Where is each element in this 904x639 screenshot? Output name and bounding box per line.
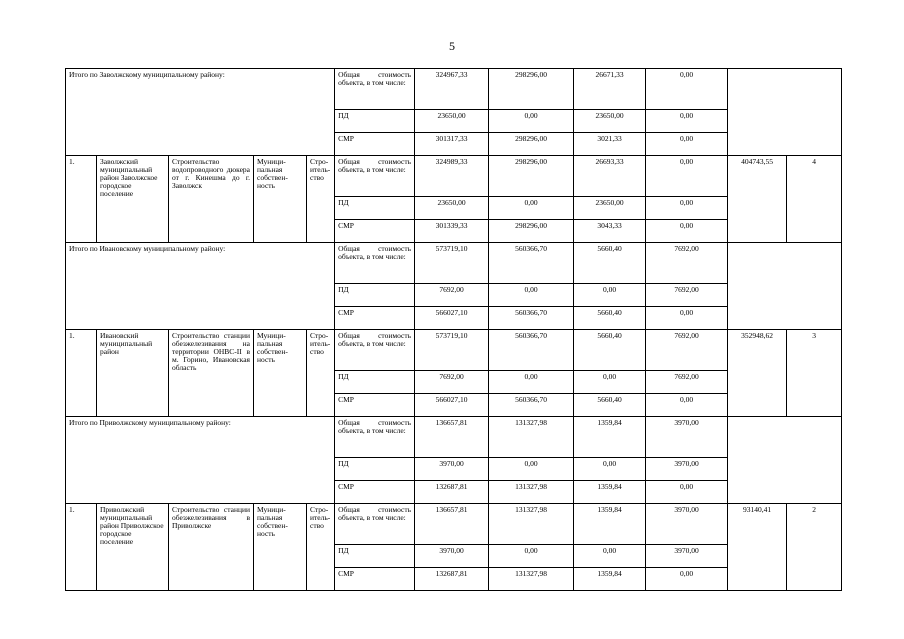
col-value-3: 1359,84	[574, 568, 646, 591]
total-value: 132687,81	[415, 481, 489, 504]
col-value-3: 1359,84	[574, 481, 646, 504]
item-row-total-cost	[66, 504, 842, 545]
total-value: 324967,33	[415, 69, 489, 110]
cost-type-label: ПД	[335, 458, 415, 481]
col-value-4: 7692,00	[646, 330, 728, 371]
total-value: 301317,33	[415, 133, 489, 156]
cost-type-label: Общая стоимость объекта, в том числе:	[335, 69, 415, 110]
item-number: 1.	[66, 330, 97, 417]
budget-table	[65, 68, 842, 591]
col-value-4: 7692,00	[646, 371, 728, 394]
district-name: Ивановский муниципальный район	[97, 330, 169, 417]
item-row-total-cost	[66, 156, 842, 197]
cost-type-label: Общая стоимость объекта, в том числе:	[335, 330, 415, 371]
col-value-3: 0,00	[574, 284, 646, 307]
work-type: Стро-итель-ство	[307, 330, 335, 417]
col-value-2: 131327,98	[489, 417, 574, 458]
empty-cell	[728, 69, 842, 156]
col-value-3: 26693,33	[574, 156, 646, 197]
cost-type-label: Общая стоимость объекта, в том числе:	[335, 156, 415, 197]
district-total-label: Итого по Заволжскому муниципальному району:	[66, 69, 335, 156]
work-type: Стро-итель-ство	[307, 504, 335, 591]
col-value-3: 5660,40	[574, 307, 646, 330]
item-number: 1.	[66, 156, 97, 243]
total-row-total-cost	[66, 69, 842, 110]
cost-type-label: СМР	[335, 568, 415, 591]
col-value-4: 0,00	[646, 307, 728, 330]
total-value: 132687,81	[415, 568, 489, 591]
col-value-4: 0,00	[646, 110, 728, 133]
col-value-4: 3970,00	[646, 545, 728, 568]
col-value-4: 0,00	[646, 197, 728, 220]
col-value-4: 7692,00	[646, 284, 728, 307]
col-value-2: 560366,70	[489, 307, 574, 330]
col-value-3: 5660,40	[574, 330, 646, 371]
col-value-3: 0,00	[574, 458, 646, 481]
cost-type-label: СМР	[335, 133, 415, 156]
cost-type-label: ПД	[335, 284, 415, 307]
col-value-4: 3970,00	[646, 504, 728, 545]
col-value-2: 0,00	[489, 458, 574, 481]
total-value: 23650,00	[415, 197, 489, 220]
col-value-2: 0,00	[489, 197, 574, 220]
col-value-2: 298296,00	[489, 69, 574, 110]
col-value-2: 298296,00	[489, 220, 574, 243]
col-value-3: 5660,40	[574, 394, 646, 417]
col-value-4: 7692,00	[646, 243, 728, 284]
extra-value: 93140,41	[728, 504, 787, 591]
district-name: Приволжский муниципальный район Приволжское городское поселение	[97, 504, 169, 591]
extra-value: 404743,55	[728, 156, 787, 243]
district-total-label: Итого по Ивановскому муниципальному району:	[66, 243, 335, 330]
total-value: 573719,10	[415, 330, 489, 371]
total-value: 136657,81	[415, 417, 489, 458]
col-value-3: 23650,00	[574, 110, 646, 133]
total-value: 23650,00	[415, 110, 489, 133]
col-value-3: 5660,40	[574, 243, 646, 284]
col-value-2: 298296,00	[489, 156, 574, 197]
col-value-3: 0,00	[574, 545, 646, 568]
cost-type-label: Общая стоимость объекта, в том числе:	[335, 417, 415, 458]
empty-cell	[728, 417, 842, 504]
cost-type-label: СМР	[335, 220, 415, 243]
col-value-4: 0,00	[646, 481, 728, 504]
col-value-2: 0,00	[489, 371, 574, 394]
object-name: Строительство станции обезжелезивания в Приволжске	[169, 504, 254, 591]
col-value-4: 0,00	[646, 156, 728, 197]
col-value-4: 0,00	[646, 133, 728, 156]
total-row-total-cost	[66, 417, 842, 458]
col-value-3: 3043,33	[574, 220, 646, 243]
col-value-2: 0,00	[489, 545, 574, 568]
total-value: 324989,33	[415, 156, 489, 197]
object-name: Строительство станции обезжелезивания на территории ОНВС-II в м. Горино, Ивановская область	[169, 330, 254, 417]
col-value-2: 131327,98	[489, 504, 574, 545]
col-value-2: 298296,00	[489, 133, 574, 156]
total-value: 566027,10	[415, 307, 489, 330]
object-name: Строительство водопроводного дюкера от г. Кинешма до г. Заволжск	[169, 156, 254, 243]
total-value: 3970,00	[415, 458, 489, 481]
col-value-2: 131327,98	[489, 481, 574, 504]
rank: 2	[787, 504, 842, 591]
district-name: Заволжский муниципальный район Заволжское городское поселение	[97, 156, 169, 243]
empty-cell	[728, 243, 842, 330]
cost-type-label: ПД	[335, 110, 415, 133]
extra-value: 352948,62	[728, 330, 787, 417]
cost-type-label: СМР	[335, 307, 415, 330]
total-value: 7692,00	[415, 284, 489, 307]
cost-type-label: ПД	[335, 371, 415, 394]
work-type: Стро-итель-ство	[307, 156, 335, 243]
col-value-3: 3021,33	[574, 133, 646, 156]
total-value: 3970,00	[415, 545, 489, 568]
district-total-label: Итого по Приволжскому муниципальному району:	[66, 417, 335, 504]
total-value: 573719,10	[415, 243, 489, 284]
ownership: Муници-пальная собствен-ность	[254, 156, 307, 243]
col-value-2: 560366,70	[489, 243, 574, 284]
page-number: 5	[449, 39, 455, 53]
cost-type-label: ПД	[335, 197, 415, 220]
total-value: 136657,81	[415, 504, 489, 545]
item-number: 1.	[66, 504, 97, 591]
col-value-4: 0,00	[646, 568, 728, 591]
col-value-3: 26671,33	[574, 69, 646, 110]
col-value-4: 0,00	[646, 220, 728, 243]
cost-type-label: СМР	[335, 481, 415, 504]
col-value-2: 131327,98	[489, 568, 574, 591]
rank: 3	[787, 330, 842, 417]
col-value-2: 0,00	[489, 110, 574, 133]
total-value: 7692,00	[415, 371, 489, 394]
item-row-total-cost	[66, 330, 842, 371]
cost-type-label: Общая стоимость объекта, в том числе:	[335, 504, 415, 545]
col-value-2: 560366,70	[489, 330, 574, 371]
col-value-3: 1359,84	[574, 504, 646, 545]
total-row-total-cost	[66, 243, 842, 284]
col-value-2: 0,00	[489, 284, 574, 307]
col-value-4: 0,00	[646, 69, 728, 110]
cost-type-label: Общая стоимость объекта, в том числе:	[335, 243, 415, 284]
cost-type-label: ПД	[335, 545, 415, 568]
col-value-4: 3970,00	[646, 417, 728, 458]
col-value-2: 560366,70	[489, 394, 574, 417]
ownership: Муници-пальная собствен-ность	[254, 504, 307, 591]
col-value-3: 1359,84	[574, 417, 646, 458]
ownership: Муници-пальная собствен-ность	[254, 330, 307, 417]
cost-type-label: СМР	[335, 394, 415, 417]
col-value-3: 0,00	[574, 371, 646, 394]
rank: 4	[787, 156, 842, 243]
col-value-4: 3970,00	[646, 458, 728, 481]
total-value: 566027,10	[415, 394, 489, 417]
col-value-4: 0,00	[646, 394, 728, 417]
col-value-3: 23650,00	[574, 197, 646, 220]
total-value: 301339,33	[415, 220, 489, 243]
